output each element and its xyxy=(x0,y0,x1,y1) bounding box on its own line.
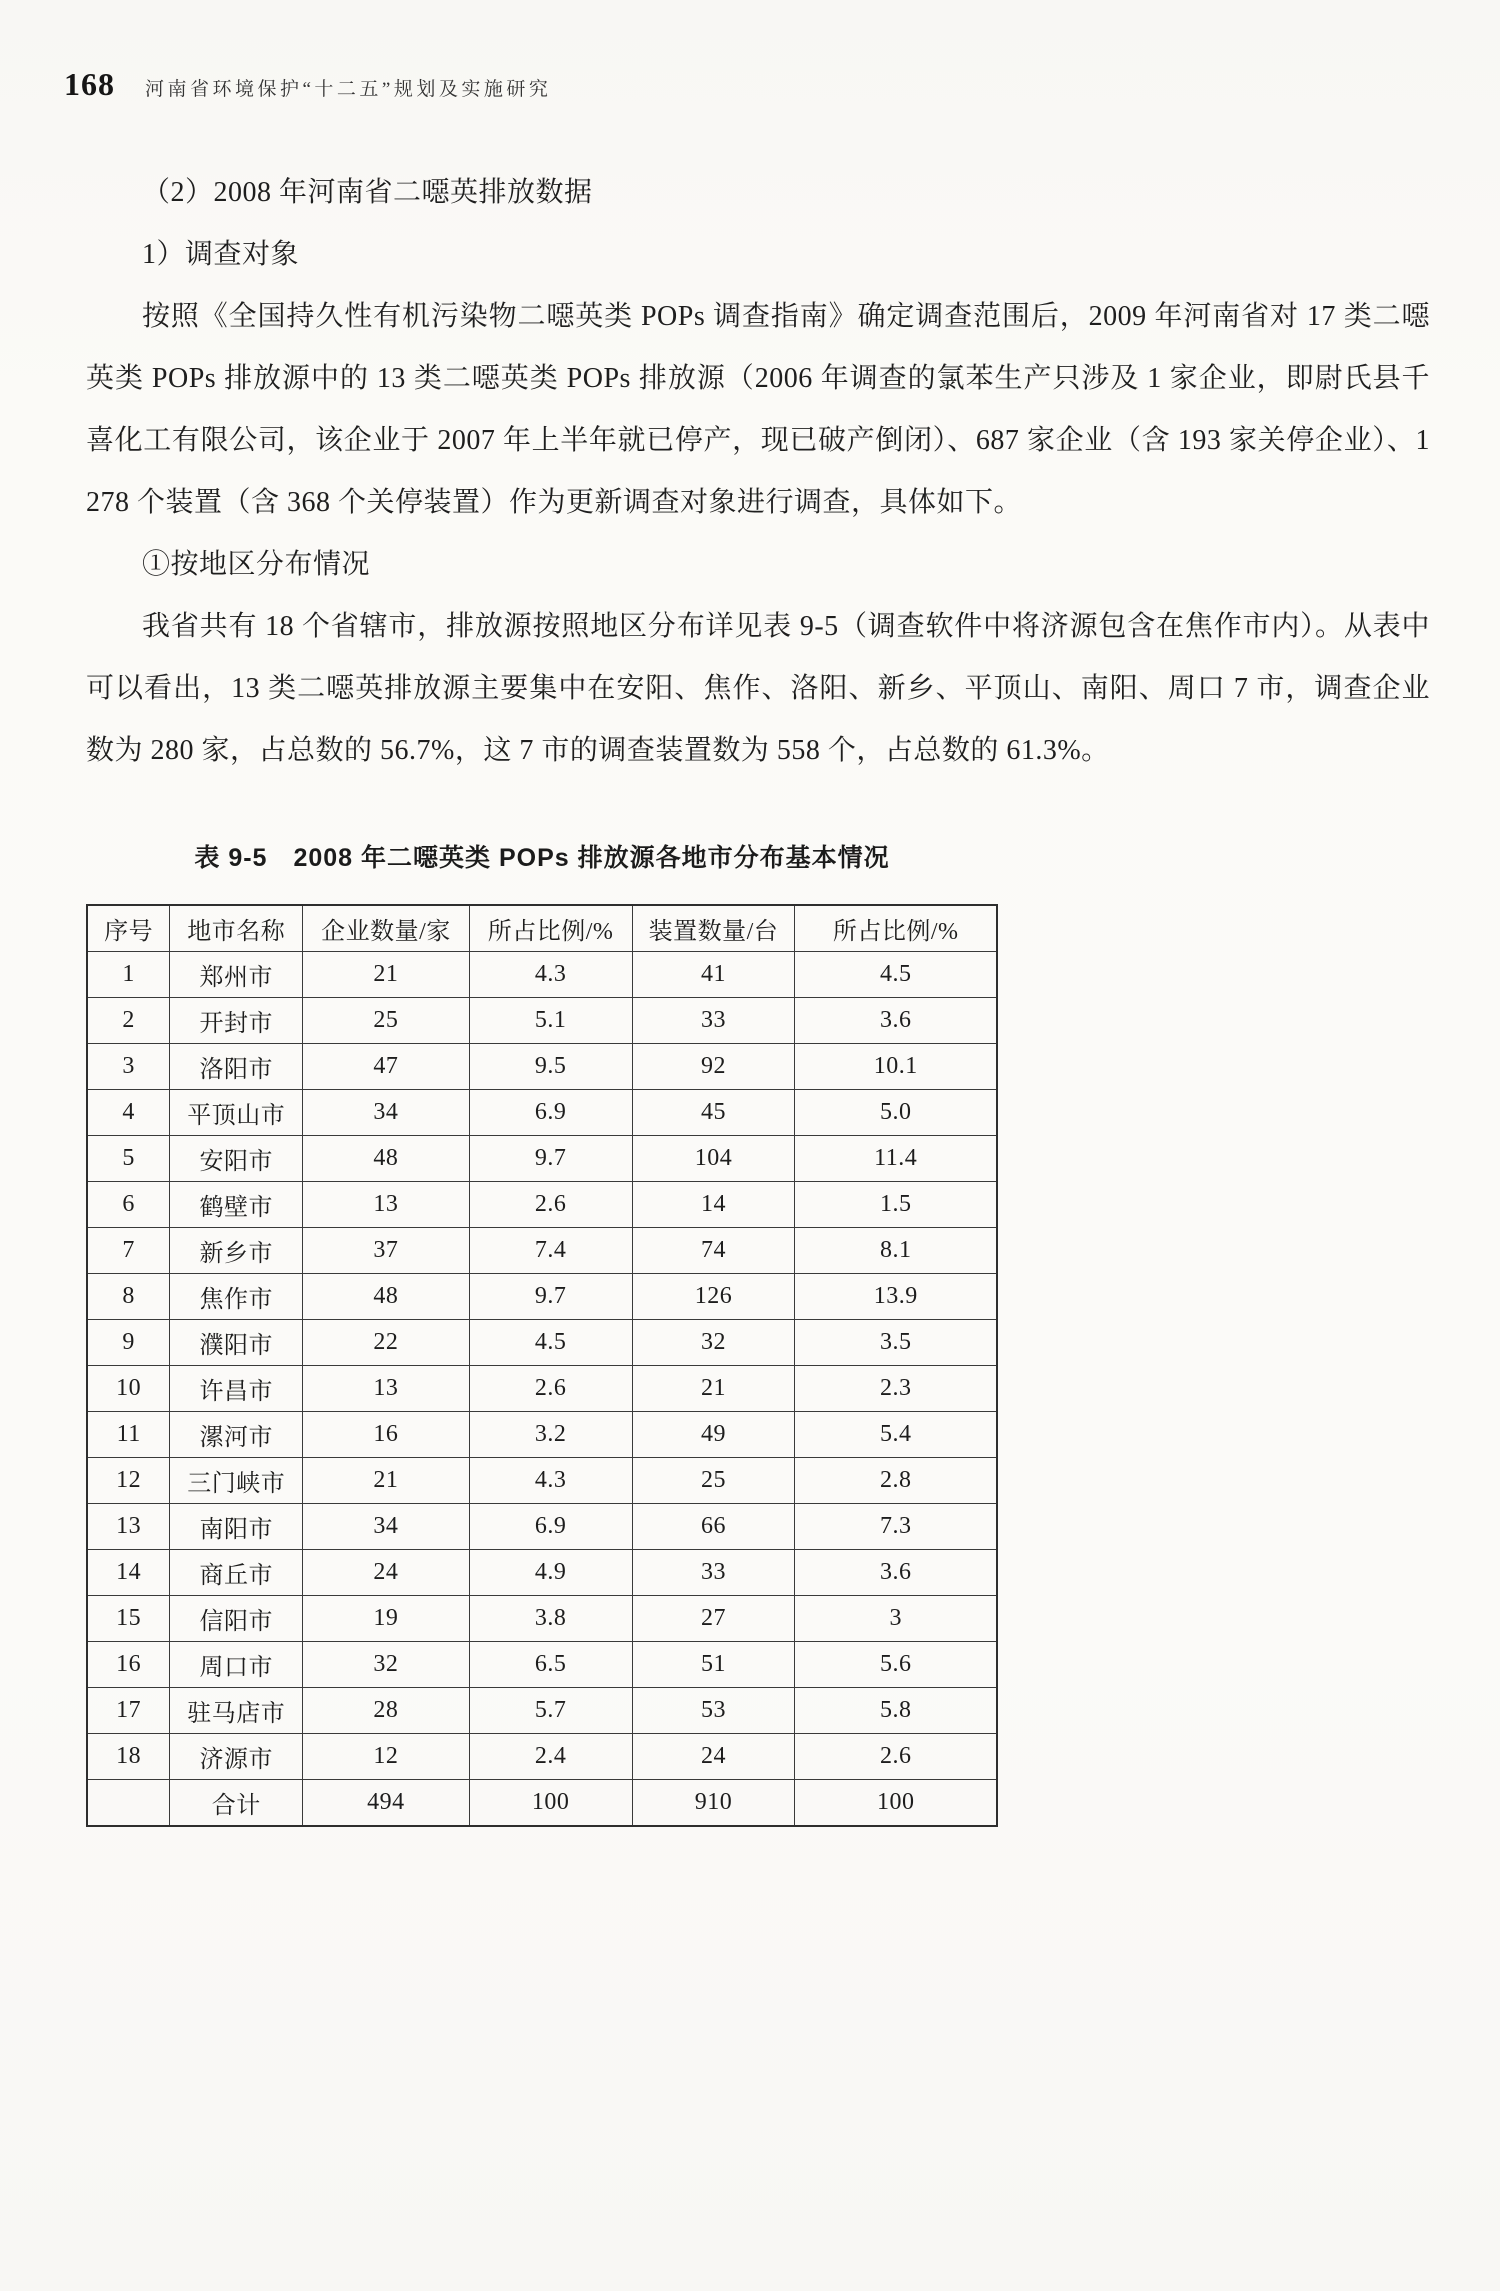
section-heading: （2）2008 年河南省二噁英排放数据 xyxy=(142,177,593,208)
table-cell: 24 xyxy=(632,1734,795,1780)
table-cell: 10 xyxy=(87,1366,170,1412)
table-cell: 5.7 xyxy=(469,1688,632,1734)
item-heading: ①按地区分布情况 xyxy=(142,549,371,580)
table-cell: 5.1 xyxy=(469,998,632,1044)
table-cell: 许昌市 xyxy=(170,1366,303,1412)
table-cell: 2.3 xyxy=(795,1366,997,1412)
table-cell: 494 xyxy=(303,1780,470,1827)
table-cell: 48 xyxy=(303,1274,470,1320)
table-cell: 4.5 xyxy=(469,1320,632,1366)
table-cell: 126 xyxy=(632,1274,795,1320)
table-cell: 66 xyxy=(632,1504,795,1550)
table-cell: 濮阳市 xyxy=(170,1320,303,1366)
column-header: 企业数量/家 xyxy=(303,905,470,952)
table-cell: 南阳市 xyxy=(170,1504,303,1550)
table-cell: 34 xyxy=(303,1090,470,1136)
table-row xyxy=(87,1504,997,1550)
table-cell: 16 xyxy=(87,1642,170,1688)
table-row xyxy=(87,1550,997,1596)
table-cell: 74 xyxy=(632,1228,795,1274)
table-cell: 3.2 xyxy=(469,1412,632,1458)
table-cell: 910 xyxy=(632,1780,795,1827)
table-cell: 3 xyxy=(795,1596,997,1642)
table-row xyxy=(87,1688,997,1734)
table-cell: 2.8 xyxy=(795,1458,997,1504)
table-row xyxy=(87,1136,997,1182)
table-cell: 33 xyxy=(632,1550,795,1596)
column-header: 所占比例/% xyxy=(469,905,632,952)
table-cell: 4.9 xyxy=(469,1550,632,1596)
table-cell: 25 xyxy=(632,1458,795,1504)
table-cell: 商丘市 xyxy=(170,1550,303,1596)
table-cell: 5.8 xyxy=(795,1688,997,1734)
table-cell: 4.5 xyxy=(795,952,997,998)
table-cell: 12 xyxy=(303,1734,470,1780)
table-cell: 2.6 xyxy=(795,1734,997,1780)
table-cell: 22 xyxy=(303,1320,470,1366)
page-header xyxy=(64,66,551,103)
table-cell: 7 xyxy=(87,1228,170,1274)
table-cell: 27 xyxy=(632,1596,795,1642)
table-cell: 13 xyxy=(303,1366,470,1412)
table-row xyxy=(87,1044,997,1090)
table-row xyxy=(87,998,997,1044)
table-cell: 18 xyxy=(87,1734,170,1780)
table-cell: 7.3 xyxy=(795,1504,997,1550)
table-cell: 5 xyxy=(87,1136,170,1182)
table-cell: 新乡市 xyxy=(170,1228,303,1274)
table-cell: 104 xyxy=(632,1136,795,1182)
table-cell: 4.3 xyxy=(469,952,632,998)
table-cell: 2.6 xyxy=(469,1182,632,1228)
table-cell: 14 xyxy=(632,1182,795,1228)
table-head xyxy=(87,905,997,952)
table-cell: 5.0 xyxy=(795,1090,997,1136)
page-number: 168 xyxy=(64,66,115,102)
column-header: 装置数量/台 xyxy=(632,905,795,952)
table-cell: 1 xyxy=(87,952,170,998)
table-cell: 郑州市 xyxy=(170,952,303,998)
table-cell: 8 xyxy=(87,1274,170,1320)
table-cell: 13 xyxy=(303,1182,470,1228)
body-paragraph: 我省共有 18 个省辖市，排放源按照地区分布详见表 9-5（调查软件中将济源包含在焦作市内）。从表中可以看出，13 类二噁英排放源主要集中在安阳、焦作、洛阳、新乡、平顶山、南阳、周口 7 市，调查企业数为 280 家，占总数的 56.7%，这 7 市的调查装置数为 558 个，占总数的 61.3%。 xyxy=(86,611,1430,766)
table-body xyxy=(87,952,997,1827)
table-cell: 3.5 xyxy=(795,1320,997,1366)
table-cell: 37 xyxy=(303,1228,470,1274)
table-cell: 9.7 xyxy=(469,1136,632,1182)
table-cell: 周口市 xyxy=(170,1642,303,1688)
table-caption: 表 9-5 2008 年二噁英类 POPs 排放源各地市分布基本情况 xyxy=(194,844,890,872)
table-cell: 47 xyxy=(303,1044,470,1090)
table-row xyxy=(87,1090,997,1136)
table-cell: 合计 xyxy=(170,1780,303,1827)
table-cell: 开封市 xyxy=(170,998,303,1044)
column-header: 所占比例/% xyxy=(795,905,997,952)
table-cell: 21 xyxy=(632,1366,795,1412)
table-cell: 13.9 xyxy=(795,1274,997,1320)
table-cell: 鹤壁市 xyxy=(170,1182,303,1228)
table-cell: 51 xyxy=(632,1642,795,1688)
table-cell: 32 xyxy=(303,1642,470,1688)
table-cell: 5.4 xyxy=(795,1412,997,1458)
table-cell: 漯河市 xyxy=(170,1412,303,1458)
table-cell: 21 xyxy=(303,952,470,998)
table-cell: 1.5 xyxy=(795,1182,997,1228)
table-block xyxy=(86,838,998,1827)
table-cell: 三门峡市 xyxy=(170,1458,303,1504)
table-cell: 41 xyxy=(632,952,795,998)
table-cell: 19 xyxy=(303,1596,470,1642)
table-cell: 3 xyxy=(87,1044,170,1090)
column-header: 地市名称 xyxy=(170,905,303,952)
subsection-heading: 1）调查对象 xyxy=(142,239,300,270)
table-cell: 34 xyxy=(303,1504,470,1550)
table-row xyxy=(87,1366,997,1412)
table-row xyxy=(87,1734,997,1780)
table-cell: 7.4 xyxy=(469,1228,632,1274)
table-cell: 安阳市 xyxy=(170,1136,303,1182)
table-cell: 焦作市 xyxy=(170,1274,303,1320)
table-row xyxy=(87,1596,997,1642)
table-cell: 92 xyxy=(632,1044,795,1090)
table-cell: 9 xyxy=(87,1320,170,1366)
table-cell: 48 xyxy=(303,1136,470,1182)
table-cell: 济源市 xyxy=(170,1734,303,1780)
table-cell: 洛阳市 xyxy=(170,1044,303,1090)
table-cell: 6.9 xyxy=(469,1504,632,1550)
table-cell: 32 xyxy=(632,1320,795,1366)
table-cell: 14 xyxy=(87,1550,170,1596)
running-title: 河南省环境保护“十二五”规划及实施研究 xyxy=(145,79,552,100)
table-cell: 24 xyxy=(303,1550,470,1596)
table-row xyxy=(87,1274,997,1320)
table-cell: 13 xyxy=(87,1504,170,1550)
table-cell: 3.6 xyxy=(795,1550,997,1596)
table-cell: 17 xyxy=(87,1688,170,1734)
table-cell: 53 xyxy=(632,1688,795,1734)
table-row xyxy=(87,952,997,998)
table-cell: 驻马店市 xyxy=(170,1688,303,1734)
table-row xyxy=(87,1458,997,1504)
table-cell: 信阳市 xyxy=(170,1596,303,1642)
table-cell: 4 xyxy=(87,1090,170,1136)
table-cell xyxy=(87,1780,170,1827)
table-cell: 21 xyxy=(303,1458,470,1504)
table-cell: 11 xyxy=(87,1412,170,1458)
table-cell: 8.1 xyxy=(795,1228,997,1274)
table-row xyxy=(87,1228,997,1274)
table-row xyxy=(87,1182,997,1228)
table-cell: 4.3 xyxy=(469,1458,632,1504)
table-header-row xyxy=(87,905,997,952)
table-cell: 9.5 xyxy=(469,1044,632,1090)
table-row xyxy=(87,1320,997,1366)
table-cell: 9.7 xyxy=(469,1274,632,1320)
table-cell: 10.1 xyxy=(795,1044,997,1090)
table-cell: 11.4 xyxy=(795,1136,997,1182)
table-cell: 3.6 xyxy=(795,998,997,1044)
table-row xyxy=(87,1780,997,1827)
page-content xyxy=(86,162,1430,1827)
table-cell: 3.8 xyxy=(469,1596,632,1642)
table-cell: 100 xyxy=(795,1780,997,1827)
table-cell: 6.9 xyxy=(469,1090,632,1136)
table-cell: 28 xyxy=(303,1688,470,1734)
pops-distribution-table xyxy=(86,904,998,1827)
table-cell: 2.4 xyxy=(469,1734,632,1780)
table-cell: 5.6 xyxy=(795,1642,997,1688)
table-cell: 6 xyxy=(87,1182,170,1228)
table-cell: 100 xyxy=(469,1780,632,1827)
table-row xyxy=(87,1642,997,1688)
table-cell: 2 xyxy=(87,998,170,1044)
table-cell: 16 xyxy=(303,1412,470,1458)
table-cell: 49 xyxy=(632,1412,795,1458)
body-paragraph: 按照《全国持久性有机污染物二噁英类 POPs 调查指南》确定调查范围后，2009 年河南省对 17 类二噁英类 POPs 排放源中的 13 类二噁英类 POPs 排放源（2006 年调查的氯苯生产只涉及 1 家企业，即尉氏县千喜化工有限公司，该企业于 2007 年上半年就已停产，现已破产倒闭）、687 家企业（含 193 家关停企业）、1 278 个装置（含 368 个关停装置）作为更新调查对象进行调查，具体如下。 xyxy=(86,301,1430,518)
table-cell: 2.6 xyxy=(469,1366,632,1412)
table-cell: 平顶山市 xyxy=(170,1090,303,1136)
table-cell: 45 xyxy=(632,1090,795,1136)
column-header: 序号 xyxy=(87,905,170,952)
table-cell: 6.5 xyxy=(469,1642,632,1688)
table-row xyxy=(87,1412,997,1458)
table-cell: 12 xyxy=(87,1458,170,1504)
table-cell: 15 xyxy=(87,1596,170,1642)
table-cell: 25 xyxy=(303,998,470,1044)
table-cell: 33 xyxy=(632,998,795,1044)
